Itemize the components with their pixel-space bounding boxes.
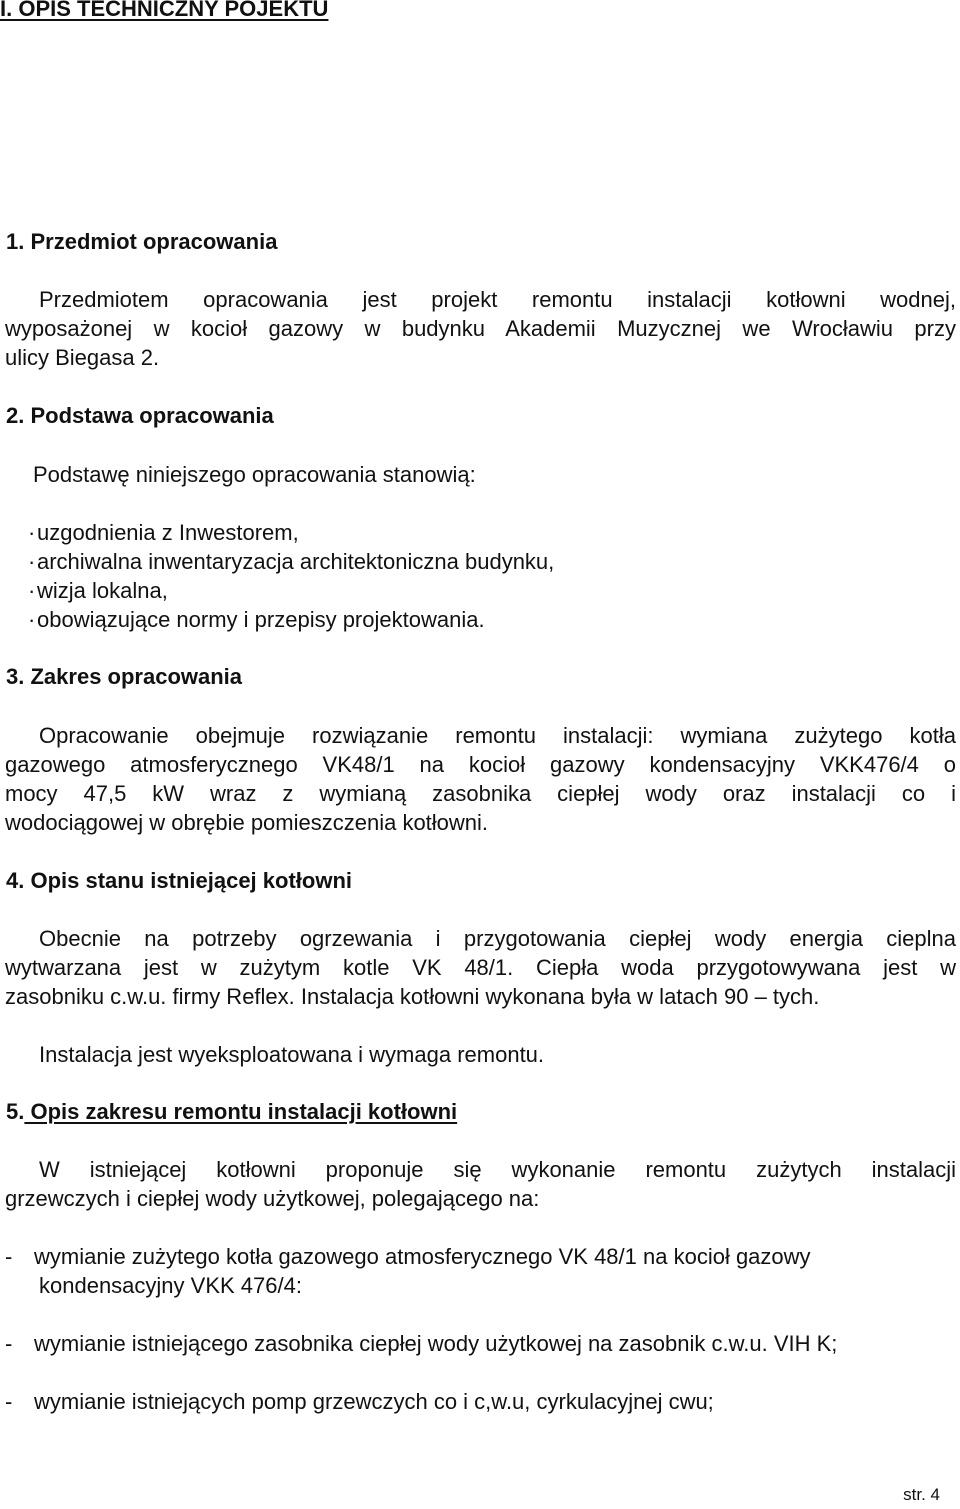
dash-marker: - [5,1389,13,1414]
section-5-heading [6,1097,457,1126]
dash-marker: - [5,1244,13,1269]
section-title: Przedmiot opracowania [30,229,278,254]
section-number: 5. [6,1099,25,1124]
section-title: Opis zakresu remontu instalacji kotłowni [30,1099,458,1124]
section-4-paragraph-line: zasobniku c.w.u. firmy Reflex. Instalacja kotłowni wykonana była w latach 90 – tych. [5,984,820,1009]
bullet-item [28,518,299,547]
bullet-marker: · [28,578,36,603]
section-3-paragraph-line: wodociągowej w obrębie pomieszczenia kotłowni. [5,810,489,835]
section-4-heading [6,866,352,895]
bullet-text: obowiązujące normy i przepisy projektowania. [37,607,485,632]
section-4-paragraph-line: wytwarzana jest w zużytym kotle VK 48/1. Ciepła woda przygotowywana jest w [5,955,956,980]
section-number: 4. [6,868,25,893]
dash-item [5,1387,714,1416]
dash-item-text: wymianie istniejącego zasobnika ciepłej wody użytkowej na zasobnik c.w.u. VIH K; [34,1331,838,1356]
dash-item-text: wymianie zużytego kotła gazowego atmosferycznego VK 48/1 na kocioł gazowy [34,1244,811,1269]
section-5-paragraph-line: W istniejącej kotłowni proponuje się wykonanie remontu zużytych instalacji [39,1157,956,1182]
dash-item-text: wymianie istniejących pomp grzewczych co i c,w.u, cyrkulacyjnej cwu; [34,1389,714,1414]
bullet-marker: · [28,520,36,545]
section-3-paragraph-line: mocy 47,5 kW wraz z wymianą zasobnika ciepłej wody oraz instalacji co i [5,781,956,806]
bullet-item [28,547,554,576]
bullet-item [28,605,485,634]
bullet-item [28,576,168,605]
bullet-marker: · [28,549,36,574]
page-title: I. OPIS TECHNICZNY POJEKTU [0,0,329,21]
section-1-paragraph-line: Przedmiotem opracowania jest projekt remontu instalacji kotłowni wodnej, [39,287,956,312]
section-2-intro: Podstawę niniejszego opracowania stanowią: [33,462,476,487]
bullet-text: uzgodnienia z Inwestorem, [37,520,299,545]
page-number: str. 4 [903,1485,940,1504]
dash-marker: - [5,1331,13,1356]
section-2-heading [6,401,274,430]
bullet-marker: · [28,607,36,632]
section-1-heading [6,227,277,256]
section-4-paragraph-line: Instalacja jest wyeksploatowana i wymaga remontu. [39,1042,545,1067]
section-number: 1. [6,229,25,254]
section-1-paragraph-line: wyposażonej w kocioł gazowy w budynku Akademii Muzycznej we Wrocławiu przy [5,316,956,341]
section-3-paragraph-line: gazowego atmosferycznego VK48/1 na kocioł gazowy kondensacyjny VKK476/4 o [5,752,956,777]
dash-item-continuation: kondensacyjny VKK 476/4: [39,1273,302,1298]
section-title: Zakres opracowania [30,664,243,689]
section-title: Opis stanu istniejącej kotłowni [30,868,352,893]
bullet-text: wizja lokalna, [37,578,168,603]
section-5-paragraph-line: grzewczych i ciepłej wody użytkowej, polegającego na: [5,1186,540,1211]
section-3-paragraph-line: Opracowanie obejmuje rozwiązanie remontu instalacji: wymiana zużytego kotła [39,723,956,748]
section-number: 3. [6,664,25,689]
section-4-paragraph-line: Obecnie na potrzeby ogrzewania i przygotowania ciepłej wody energia cieplna [39,926,956,951]
section-1-paragraph-line: ulicy Biegasa 2. [5,345,160,370]
dash-item [5,1329,837,1358]
section-title: Podstawa opracowania [30,403,274,428]
bullet-text: archiwalna inwentaryzacja architektoniczna budynku, [37,549,555,574]
section-3-heading [6,662,242,691]
section-number: 2. [6,403,25,428]
dash-item [5,1242,811,1271]
